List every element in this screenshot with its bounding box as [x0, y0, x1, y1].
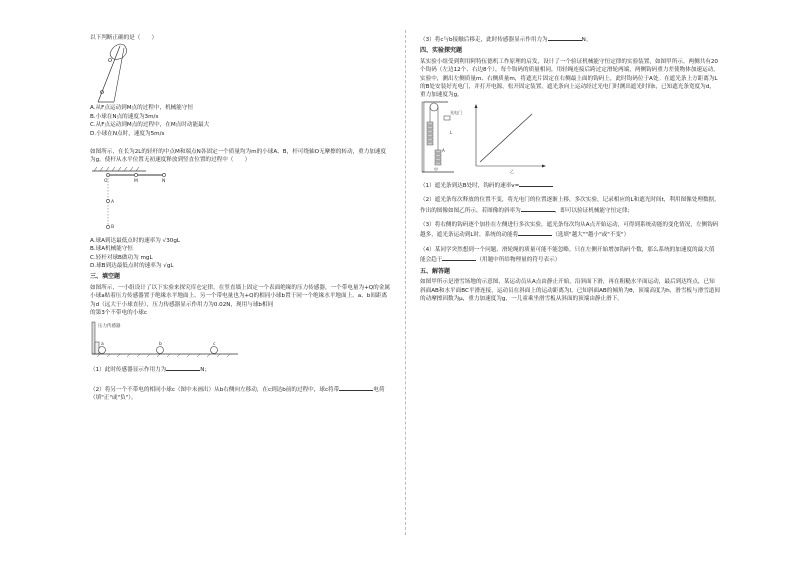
q3-text-2: 的第3个不带电的小球c	[90, 310, 147, 317]
q2-option-a: A.球A到达最低点时的速率为 √30gL	[90, 237, 181, 244]
q2-option-d: D.球B到达最低点时的速率为 √gL	[90, 263, 174, 270]
q3-sub2-blank	[339, 384, 373, 391]
q3-sensor-label: 压力传感器	[98, 323, 121, 329]
q2-label-m: M	[134, 178, 138, 184]
q1-option-d: D.小球在N点时，速度为5m/s	[90, 130, 165, 137]
q4-label-jia: 甲	[434, 166, 438, 172]
section-4-heading: 四、实验探究题	[420, 47, 463, 55]
left-column	[90, 34, 390, 403]
q1-option-c: C.从F点运动到M点的过程中，在M点时动能最大	[90, 122, 210, 129]
q1-intro: 以下判断正确的是（ ）	[90, 35, 158, 41]
q4-sub1: （1）遮光条到达B处时，钩码的速率v=	[420, 180, 720, 190]
q3-sub1-blank	[166, 364, 200, 371]
q2-label-b: B	[111, 224, 115, 230]
q1-options	[90, 104, 390, 138]
q2-options	[90, 237, 390, 271]
q2-label-a: A	[111, 199, 115, 205]
q3-ball-a: a	[101, 341, 104, 347]
q5-text: 如图甲所示是滑雪场地的示意图，某运动员从A点由静止开始，沿斜面下滑，再在粗糙水平面运动，最后到达终点，已知斜面AB和水平面BC平滑连接，运动员在斜面上的运动距离为l，已知斜面AB的倾角为θ，顶端高度为h，滑雪板与滑雪道间的动摩擦因数为μ，重力加速度为g，一儿童乘坐滑雪板从斜面的顶端由静止滑下。	[420, 279, 720, 302]
q4-sub2: （2）遮光条每次释放的位置不变，将光电门的位置逐渐上移，多次实验，记录相应的L和遮光时间t，利用图像处理数据，作出的图像如图乙所示，若图像的斜率为 ，即可以验证机械能守恒定律；	[420, 197, 720, 214]
q1-figure	[90, 42, 150, 104]
q4-sub4: （4）某同学突然想到一个问题，滑轮绳的质量可能不能忽略，只在左侧开始增加钩码个数，那么系统的加速度的最大值能会趋于 （用题中所给物理量的符号表示）	[420, 246, 715, 264]
q4-sub4-blank	[442, 254, 476, 261]
q3-sub1: （1）此时传感器显示作用力为 N；	[90, 364, 390, 374]
q4-sub3-blank	[518, 229, 552, 236]
q2-option-a-math: √30gL	[162, 237, 181, 244]
q4-label-l: L	[450, 129, 453, 135]
q3-sub3-blank	[548, 34, 582, 41]
q3-text: 如图所示，一小组设计了以下实验来探究库仑定律。在竖直墙上固定一个表面绝缘的压力传感器，一个带电量为+Q的金属小球a贴着压力传感器置于绝缘水平地面上。另一个带电量也为+Q的相同小球b置于同一个绝缘水平地面上。a、b间距离为d（远大于小球直径），压力传感器显示作用力为0.02N，现用与球b相同	[90, 284, 390, 308]
column-divider	[405, 30, 406, 535]
q2-option-c-math: mgL	[140, 254, 153, 261]
q3-sub2: （2）将另一个不带电的相同小球c（图中未画出）从b右侧向左移动，在c到达b前的过程中，球c将带 电荷（填"正"或"负"）。	[90, 384, 390, 403]
q4-label-yi: 乙	[510, 168, 514, 174]
q2-text: 如图所示，在长为2L的轻杆的中点M和端点N各固定一个质量均为m的小球A、B，杆可绕轴O无摩擦的转动，重力加速度为g。使杆从水平位置无初速度释放到竖直位置的过程中（ ）	[90, 149, 387, 164]
q4-figure	[420, 100, 560, 174]
q4-sub1-blank	[519, 180, 553, 187]
q1-option-a: A.从F点运动到M点的过程中，机械能守恒	[90, 105, 194, 112]
q1-option-b: B.小球在N点的速度为3m/s	[90, 113, 159, 120]
right-column	[420, 34, 720, 303]
q3-ball-c: c	[213, 341, 216, 347]
q2-option-b: B.球A机械能守恒	[90, 246, 134, 253]
q2-option-c: C.轻杆对球B做功为 mgL	[90, 254, 153, 261]
q3-ball-b: b	[159, 341, 162, 347]
q2-label-o: O	[104, 178, 108, 184]
q4-text: 某实验小组受到利用阿特伍德机工作原理的启发，设计了一个验证机械能守恒定律的实验装置，如图甲所示。两侧共有20个钩码（左边12个、右边8个），每个钩码的质量相同，用轻绳连接后跨过定滑轮两端，两侧钩码重力差使物体加速运动，实验中，测出左侧质量m、右侧质量m，将遮光片固定在右侧最上面的钩码上，此时钩码位于A处。在遮光条上方距离为L的B处安装好光电门，并打开电源，松开固定装置，遮光条向上运动经过光电门时测出遮光时间t，已知遮光条宽度为d，重力加速度为g。	[420, 58, 719, 99]
q4-sub3: （3）将右侧的钩码逐个加挂在左侧进行多次实验，遮光条每次均从A点开始运动，可得到系统动能的变化情况，左侧钩码越多，遮光条运动到L时，系统的动能将 （选填"越大""越小"或"不变"）	[420, 222, 719, 239]
q2-option-d-math: √gL	[163, 263, 174, 270]
q4-label-gate: 光电门	[450, 109, 462, 115]
q4-sub2-blank	[521, 205, 555, 212]
section-5-heading: 五、解答题	[420, 267, 451, 275]
q2-label-n: N	[162, 178, 166, 184]
q3-figure	[90, 318, 240, 358]
q2-figure	[90, 165, 190, 231]
q4-label-a: A	[442, 147, 445, 153]
section-3-heading: 三、填空题	[90, 273, 121, 281]
q3-sub3: （3）将c与b接触后移走，此时传感器显示作用力为 N。	[420, 34, 720, 44]
